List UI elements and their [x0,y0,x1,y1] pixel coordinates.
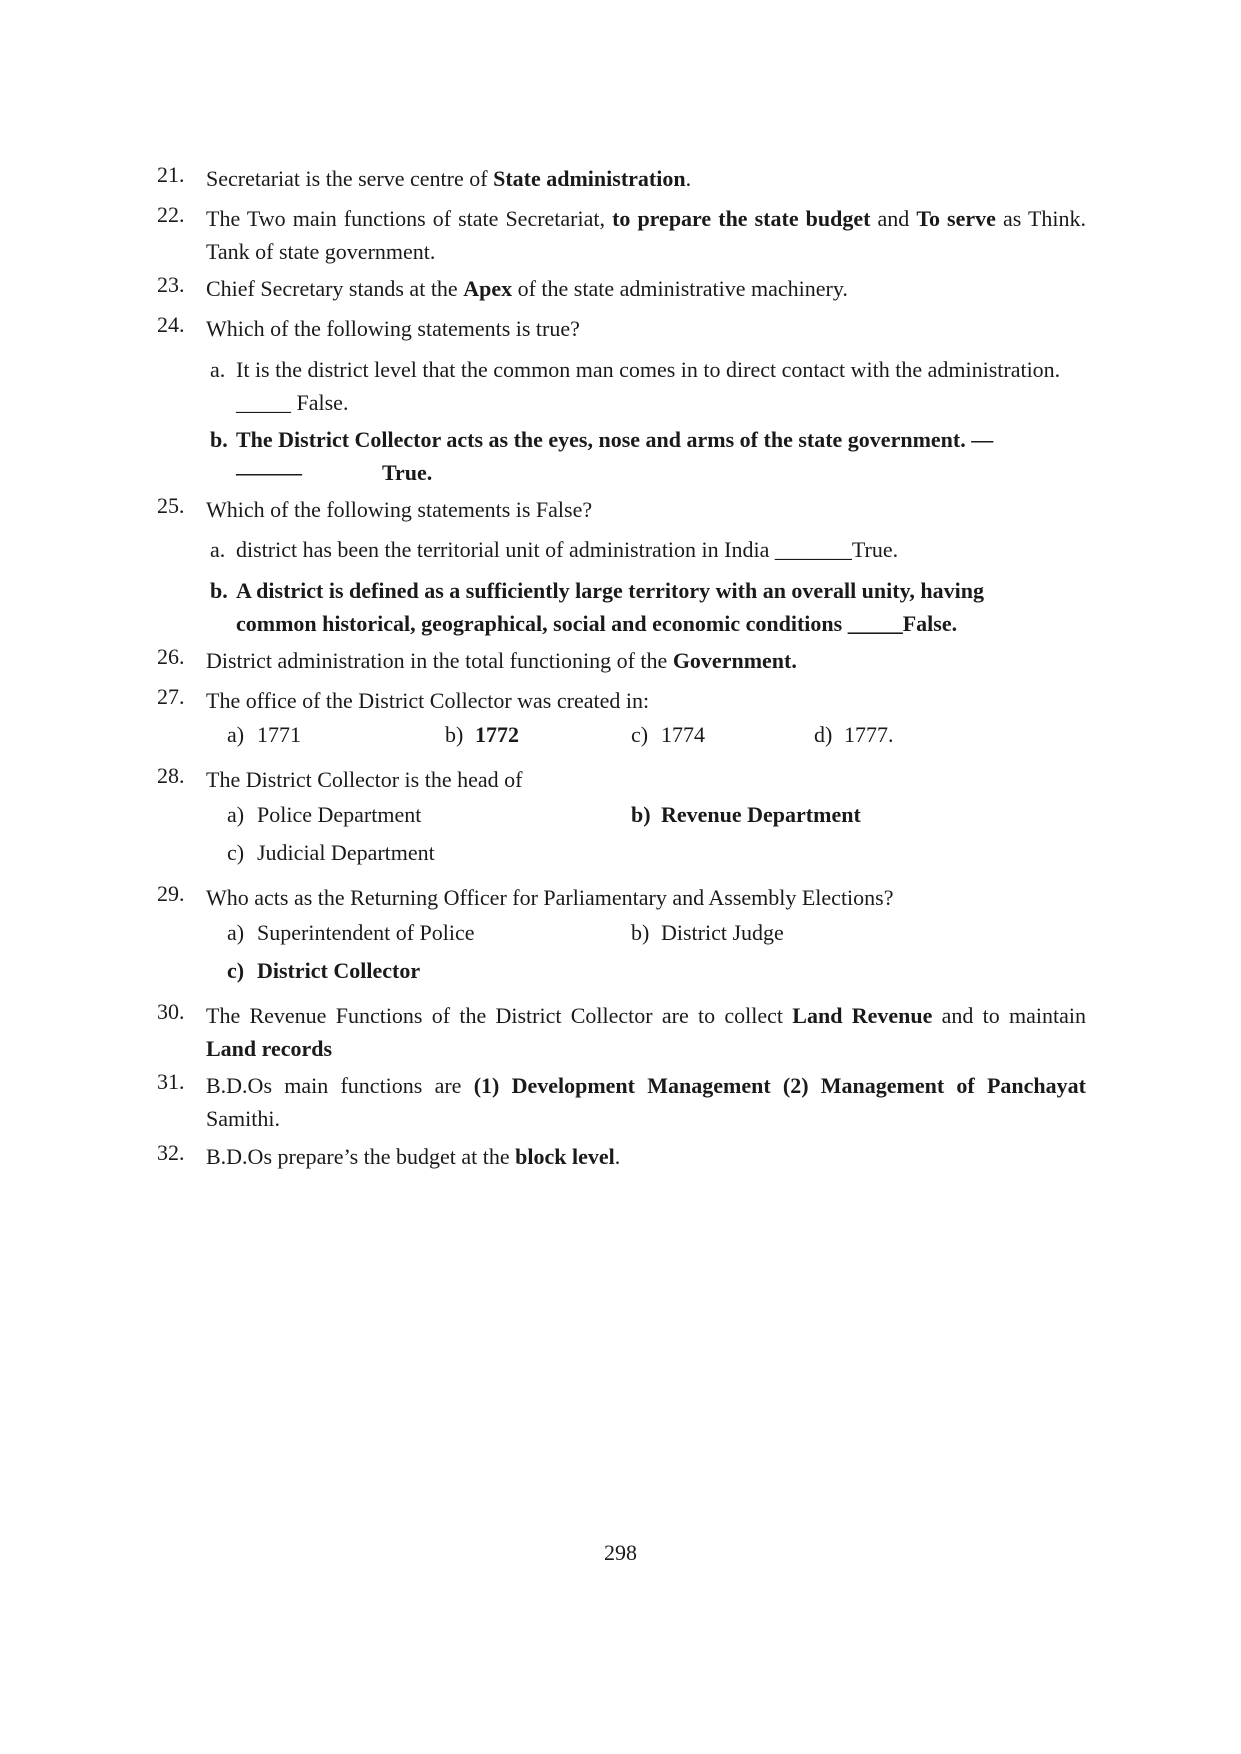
option-b-correct [445,722,519,748]
question-number: 30. [157,999,185,1024]
statement-answer-line [210,456,1086,489]
option-label: d) [814,722,833,747]
option-b-correct [631,802,861,828]
statement-b [210,574,1086,640]
text-segment: B.D.Os prepare’s the budget at the [206,1144,516,1169]
option-d [814,722,894,748]
question-text [206,1140,1086,1173]
answer-bold: State administration [493,166,686,191]
option-c [227,840,435,866]
text-segment: The Two main functions of state Secretariat, [206,206,613,231]
question-number: 26. [157,644,185,669]
text-segment: as Think. Tank of state government. [206,206,1087,264]
answer-bold: Apex [463,276,513,301]
text-segment: Chief Secretary stands at the [206,276,464,301]
page-number: 298 [604,1540,637,1565]
option-label: c) [227,840,245,865]
option-text: Judicial Department [257,840,435,865]
text-segment: The Revenue Functions of the District Collector are to collect [206,1003,793,1028]
statement-answer: True. [382,460,433,485]
question-text: Which of the following statements is False? [206,497,593,522]
option-c-correct [227,958,420,984]
text-segment: B.D.Os main functions are [206,1073,474,1098]
question-text: The District Collector is the head of [206,767,523,792]
statement-a [210,353,1086,419]
option-c [631,722,705,748]
question-number: 32. [157,1140,185,1165]
option-text: 1772 [475,722,519,747]
option-b [631,920,784,946]
option-text: 1777. [844,722,894,747]
text-segment: Samithi. [206,1106,280,1131]
answer-bold: Land records [206,1036,333,1061]
question-text [206,272,1086,305]
question-number: 31. [157,1069,185,1094]
question-text [206,644,1086,677]
question-number: 27. [157,684,185,709]
question-text [206,202,1086,268]
question-number: 22. [157,202,185,227]
question-number: 21. [157,162,185,187]
text-segment: and to maintain [932,1003,1086,1028]
question-text: Who acts as the Returning Officer for Parliamentary and Assembly Elections? [206,885,894,910]
option-text: 1774 [661,722,705,747]
option-label: b) [631,920,650,945]
question-number: 25. [157,493,185,518]
text-segment: Secretariat is the serve centre of [206,166,494,191]
option-label: a) [227,920,245,945]
option-a [227,802,421,828]
answer-bold: to prepare the state budget [612,206,871,231]
answer-dash: ——— [236,460,302,485]
text-segment: . [614,1144,621,1169]
option-text: District Collector [257,958,421,983]
option-label: c) [631,722,649,747]
text-segment: of the state administrative machinery. [512,276,848,301]
text-segment: . [685,166,692,191]
answer-bold: Government. [672,648,797,673]
option-a [227,722,301,748]
option-text: District Judge [661,920,784,945]
option-label: b) [631,802,651,827]
statement-text-cont: common historical, geographical, social and economic conditions _____False. [236,611,958,636]
option-a [227,920,475,946]
option-text: Revenue Department [661,802,861,827]
statement-text: district has been the territorial unit of administration in India _______True. [236,537,899,562]
statement-label: a. [210,357,226,382]
answer-bold: Land Revenue [792,1003,933,1028]
statement-b [210,423,1086,489]
answer-bold: (1) Development Management (2) Management of Panchayat [473,1073,1086,1098]
question-text [206,1069,1086,1135]
question-number: 28. [157,763,185,788]
option-text: Police Department [257,802,422,827]
answer-bold: block level [515,1144,615,1169]
option-label: c) [227,958,245,983]
question-text [206,162,1086,195]
question-text: Which of the following statements is true? [206,316,580,341]
question-number: 23. [157,272,185,297]
option-label: b) [445,722,464,747]
statement-text: It is the district level that the common man comes in to direct contact with the administration. [236,357,1061,382]
answer-bold: To serve [916,206,996,231]
question-text: The office of the District Collector was created in: [206,688,650,713]
option-text: 1771 [257,722,301,747]
option-label: a) [227,802,245,827]
statement-label: a. [210,537,226,562]
statement-text: The District Collector acts as the eyes, nose and arms of the state government. — [236,427,994,452]
question-number: 24. [157,312,185,337]
question-number: 29. [157,881,185,906]
statement-label: b. [210,578,228,603]
statement-text: A district is defined as a sufficiently large territory with an overall unity, having [236,578,984,603]
text-segment: District administration in the total functioning of the [206,648,673,673]
question-text [206,999,1086,1065]
statement-a [210,533,1086,566]
option-text: Superintendent of Police [257,920,475,945]
statement-answer: _____ False. [236,390,349,415]
text-segment: and [870,206,917,231]
statement-label: b. [210,427,228,452]
option-label: a) [227,722,245,747]
